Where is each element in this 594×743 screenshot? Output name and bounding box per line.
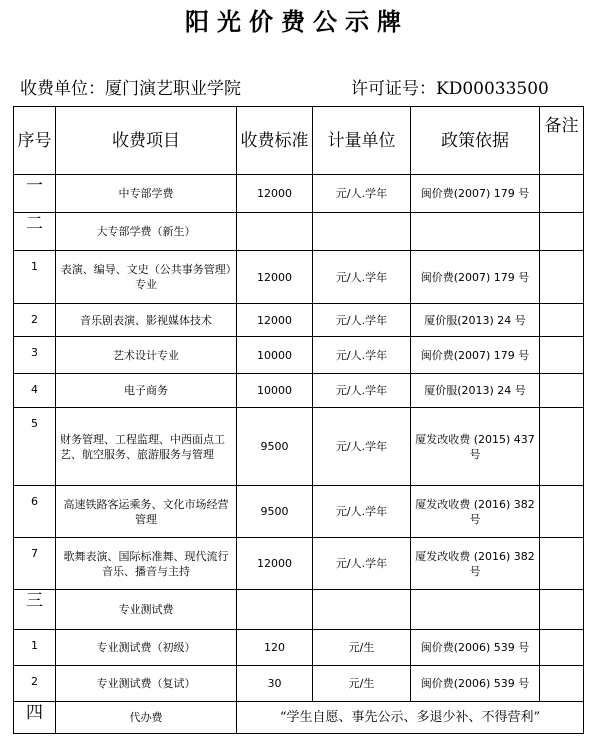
header-policy: 政策依据 (411, 107, 540, 175)
row-item: 表演、编导、文史（公共事务管理）专业 (56, 251, 237, 304)
row-remark (540, 630, 584, 666)
row-policy: 厦发改收费 (2016) 382 号 (411, 538, 540, 590)
row-seq: 7 (14, 538, 56, 590)
row-seq: 三 (14, 590, 56, 630)
table-row (14, 666, 584, 702)
row-item: 专业测试费（复试） (56, 666, 237, 702)
row-unit: 元/人.学年 (313, 337, 411, 374)
row-unit: 元/人.学年 (313, 175, 411, 213)
page-title: 阳光价费公示牌 (185, 7, 409, 36)
row-standard: 120 (237, 630, 313, 666)
row-policy (411, 213, 540, 251)
row-remark (540, 337, 584, 374)
row-item: 财务管理、工程监理、中西面点工艺、航空服务、旅游服务与管理 (56, 408, 237, 486)
table-row (14, 538, 584, 590)
row-unit: 元/人.学年 (313, 304, 411, 337)
row-unit: 元/人.学年 (313, 486, 411, 538)
header-standard: 收费标准 (237, 107, 313, 175)
row-standard: 9500 (237, 486, 313, 538)
row-item: 艺术设计专业 (56, 337, 237, 374)
row-standard: 12000 (237, 538, 313, 590)
row-standard: 12000 (237, 175, 313, 213)
info-line (20, 74, 574, 100)
row-seq: 1 (14, 251, 56, 304)
row-policy (411, 590, 540, 630)
row-unit (313, 590, 411, 630)
row-unit: 元/人.学年 (313, 408, 411, 486)
row-unit: 元/人.学年 (313, 538, 411, 590)
row-remark (540, 213, 584, 251)
row-seq: 一 (14, 175, 56, 213)
row-unit: 元/生 (313, 630, 411, 666)
row-item: 歌舞表演、国际标准舞、现代流行音乐、播音与主持 (56, 538, 237, 590)
table-row (14, 213, 584, 251)
row-remark (540, 486, 584, 538)
row-remark (540, 304, 584, 337)
row-policy: 闽价费(2006) 539 号 (411, 630, 540, 666)
table-row (14, 590, 584, 630)
row-unit: 元/人.学年 (313, 374, 411, 408)
row-seq: 四 (14, 702, 56, 734)
row-standard: 12000 (237, 304, 313, 337)
row-seq: 二 (14, 213, 56, 251)
row-item: 音乐剧表演、影视媒体技术 (56, 304, 237, 337)
row-remark (540, 538, 584, 590)
row-seq: 6 (14, 486, 56, 538)
table-row (14, 337, 584, 374)
row-standard: 12000 (237, 251, 313, 304)
row-remark (540, 590, 584, 630)
row-standard (237, 590, 313, 630)
row-seq: 2 (14, 304, 56, 337)
row-item: 中专部学费 (56, 175, 237, 213)
row-seq: 1 (14, 630, 56, 666)
table-row (14, 175, 584, 213)
row-standard: 10000 (237, 374, 313, 408)
row-policy: 闽价费(2006) 539 号 (411, 666, 540, 702)
header-remark: 备注 (540, 107, 584, 175)
row-remark (540, 408, 584, 486)
header-seq: 序号 (14, 107, 56, 175)
row-item: 代办费 (56, 702, 237, 734)
row-standard: 10000 (237, 337, 313, 374)
table-row (14, 374, 584, 408)
row-note: “学生自愿、事先公示、多退少补、不得营利” (237, 702, 584, 734)
row-seq: 3 (14, 337, 56, 374)
row-remark (540, 374, 584, 408)
fee-table (13, 106, 584, 734)
row-remark (540, 251, 584, 304)
row-policy: 厦发改收费 (2015) 437 号 (411, 408, 540, 486)
row-policy: 厦价服(2013) 24 号 (411, 374, 540, 408)
row-item: 大专部学费（新生） (56, 213, 237, 251)
row-item: 专业测试费 (56, 590, 237, 630)
table-row (14, 630, 584, 666)
header-unit: 计量单位 (313, 107, 411, 175)
row-policy: 闽价费(2007) 179 号 (411, 337, 540, 374)
row-item: 高速铁路客运乘务、文化市场经营管理 (56, 486, 237, 538)
table-header-row (14, 107, 584, 175)
permit-number: 许可证号：KD00033500 (351, 79, 549, 99)
row-policy: 厦发改收费 (2016) 382 号 (411, 486, 540, 538)
row-remark (540, 666, 584, 702)
row-item: 专业测试费（初级） (56, 630, 237, 666)
table-row (14, 408, 584, 486)
row-item: 电子商务 (56, 374, 237, 408)
row-policy: 闽价费(2007) 179 号 (411, 175, 540, 213)
row-policy: 闽价费(2007) 179 号 (411, 251, 540, 304)
table-row (14, 251, 584, 304)
row-seq: 2 (14, 666, 56, 702)
row-standard (237, 213, 313, 251)
table-row (14, 702, 584, 734)
header-item: 收费项目 (56, 107, 237, 175)
row-standard: 9500 (237, 408, 313, 486)
table-row (14, 304, 584, 337)
table-row (14, 486, 584, 538)
row-policy: 厦价服(2013) 24 号 (411, 304, 540, 337)
row-unit: 元/生 (313, 666, 411, 702)
row-unit (313, 213, 411, 251)
row-seq: 4 (14, 374, 56, 408)
row-seq: 5 (14, 408, 56, 486)
row-unit: 元/人.学年 (313, 251, 411, 304)
row-standard: 30 (237, 666, 313, 702)
charging-unit: 收费单位：厦门演艺职业学院 (20, 79, 241, 99)
row-remark (540, 175, 584, 213)
